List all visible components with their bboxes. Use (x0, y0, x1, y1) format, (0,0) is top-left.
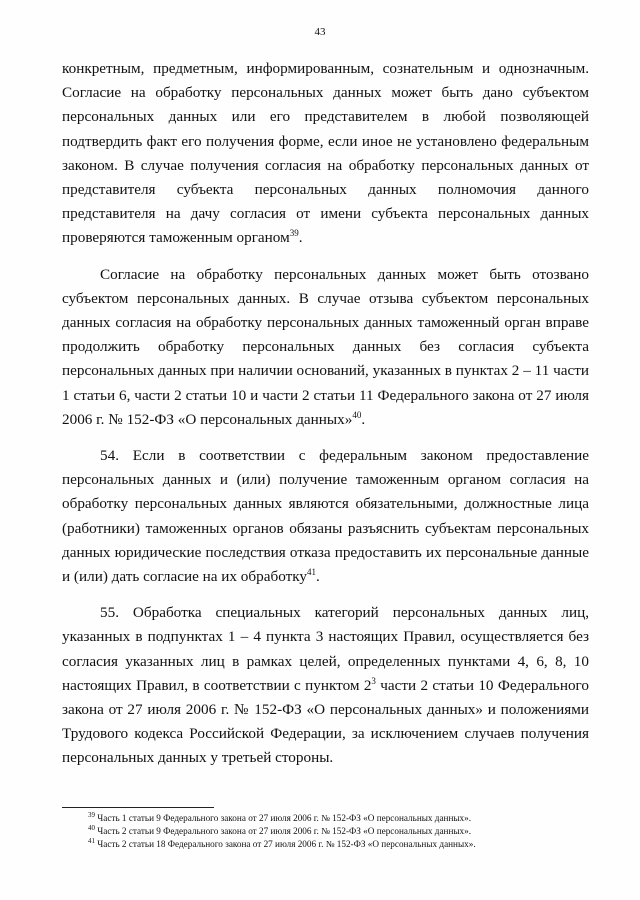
footnote-40 (88, 825, 588, 838)
footnote-text: Часть 2 статьи 9 Федерального закона от 27 июля 2006 г. № 152-ФЗ «О персональных данных». (97, 826, 472, 836)
page-number: 43 (314, 26, 326, 38)
footnote-reference: 39 (289, 228, 299, 239)
paragraph-item-55 (62, 601, 589, 770)
paragraph-tail: . (361, 410, 366, 428)
paragraph-tail: части 2 статьи 10 Федерального закона от 27 июля 2006 г. № 152-ФЗ «О персональных данных» и положениями Трудового кодекса Российской Федерации, за исключением случаев получения персональных данных у третьей стороны. (62, 676, 589, 767)
footnote-mark: 39 (88, 810, 95, 819)
footnotes (88, 812, 588, 851)
footnote-39 (88, 812, 588, 825)
footnote-reference: 41 (306, 567, 316, 577)
footnote-divider (62, 807, 214, 808)
footnote-reference: 40 (352, 409, 362, 420)
paragraph-text: 55. Обработка специальных категорий персональных данных лиц, указанных в подпунктах 1 – 4 пункта 3 настоящих Правил, осуществляется без согласия указанных лиц в рамках целей, определенных пунктами 4, 6, 8, 10 настоящих Правил, в соответствии с пунктом 2 (62, 604, 589, 694)
paragraph-item-54 (62, 444, 589, 589)
footnote-text: Часть 1 статьи 9 Федерального закона от 27 июля 2006 г. № 152-ФЗ «О персональных данных». (97, 813, 472, 823)
body-text (62, 57, 589, 771)
superscript-mark: 3 (371, 675, 376, 686)
footnote-41 (88, 838, 588, 851)
paragraph-text: Согласие на обработку персональных данных может быть отозвано субъектом персональных данных. В случае отзыва субъектом персональных данных согласия на обработку персональных данных таможенный орган вправе продолжить обработку персональных данных без согласия субъекта персональных данных при наличии оснований, указанных в пунктах 2 – 11 части 1 статьи 6, части 2 статьи 10 и части 2 статьи 11 Федерального закона от 27 июля 2006 г. № 152-ФЗ «О персональных данных» (62, 265, 589, 428)
footnote-mark: 40 (88, 823, 95, 832)
paragraph-consent-withdrawal (62, 263, 589, 432)
footnote-mark: 41 (88, 836, 95, 845)
paragraph-continuation (62, 57, 589, 251)
footnote-text: Часть 2 статьи 18 Федерального закона от 27 июля 2006 г. № 152-ФЗ «О персональных данных». (97, 839, 476, 849)
paragraph-text: 54. Если в соответствии с федеральным законом предоставление персональных данных и (или) получение таможенным органом согласия на обработку персональных данных являются обязательными, должностные лица (работники) таможенных органов обязаны разъяснить субъектам персональных данных юридические последствия отказа предоставить их персональные данные и (или) дать согласие на их обработку (62, 447, 589, 586)
paragraph-tail: . (315, 568, 320, 586)
paragraph-text: конкретным, предметным, информированным, сознательным и однозначным. Согласие на обработку персональных данных может быть дано субъектом персональных данных или его представителем в любой позволяющей подтвердить факт его получения форме, если иное не установлено федеральным законом. В случае получения согласия на обработку персональных данных от представителя субъекта персональных данных полномочия данного представителя на дачу согласия от имени субъекта персональных данных проверяются таможенным органом (62, 60, 589, 247)
paragraph-tail: . (298, 229, 303, 247)
